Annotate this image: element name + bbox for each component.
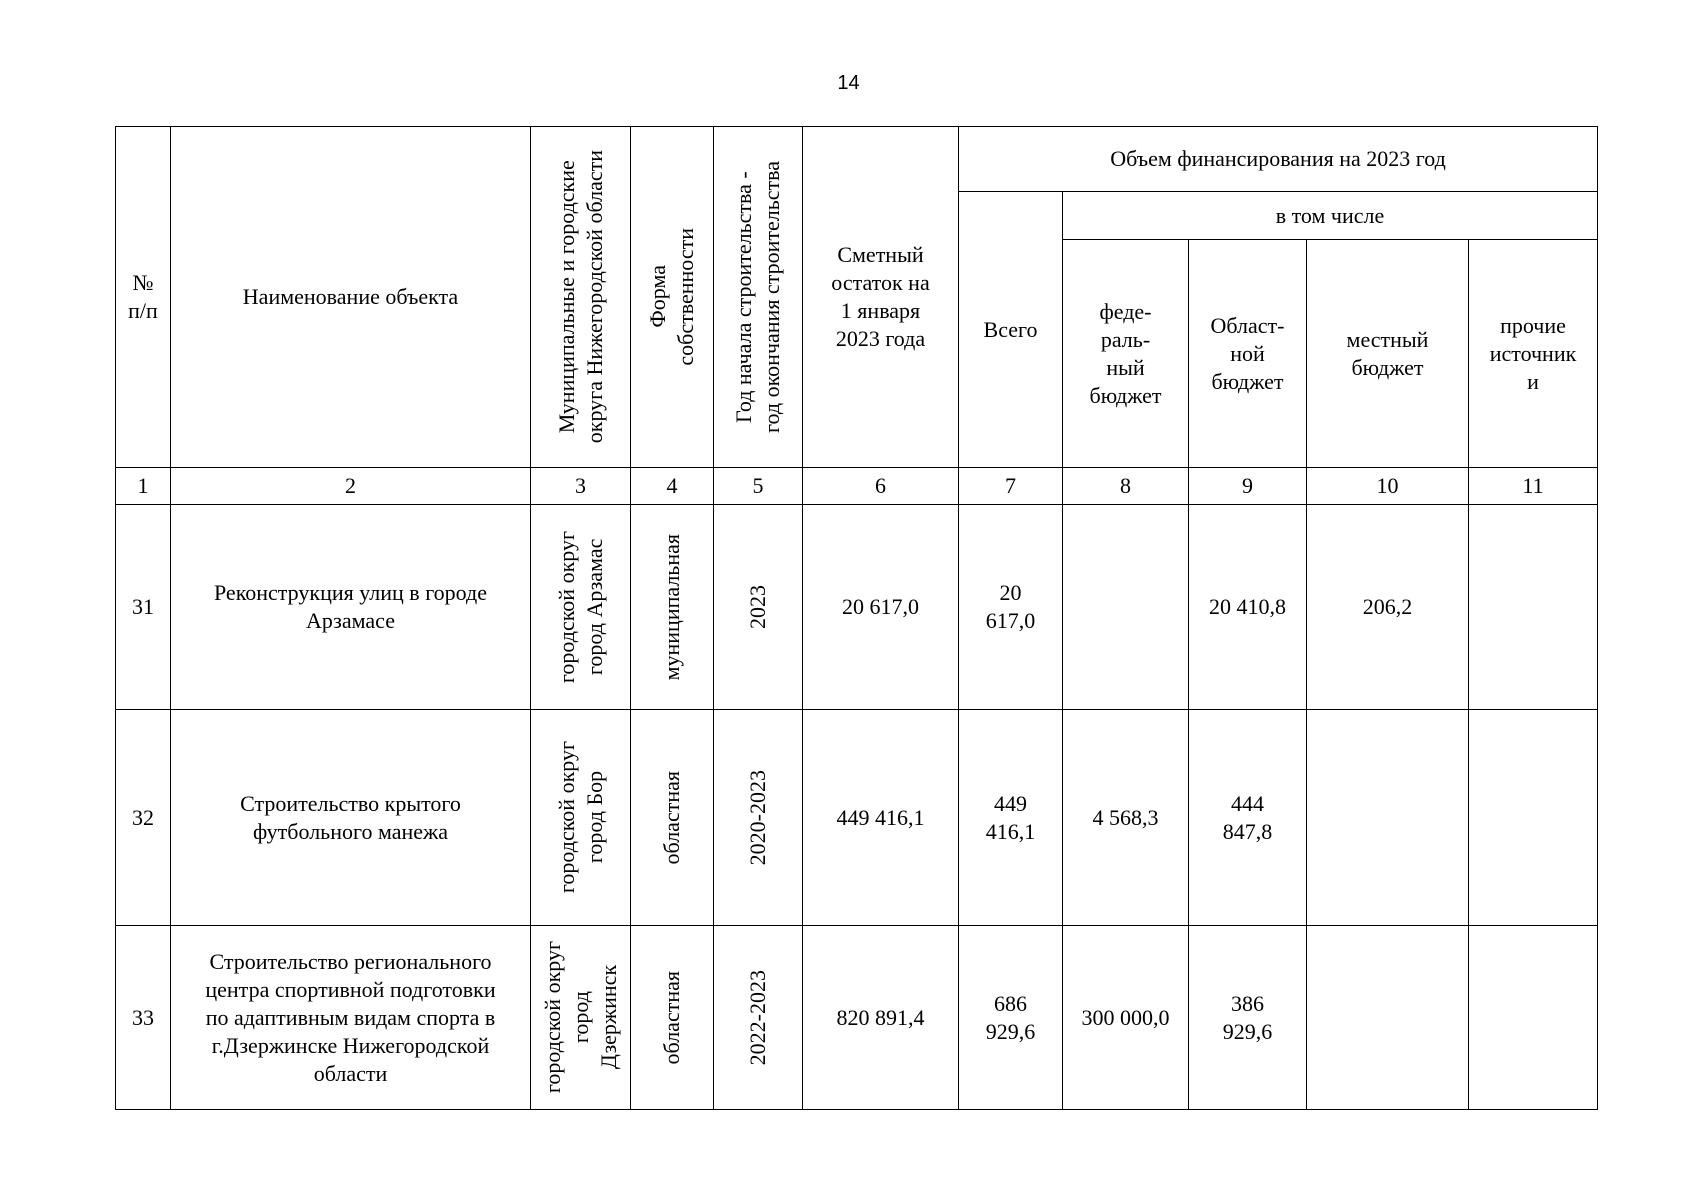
column-numbers-row	[116, 468, 1598, 505]
table-row	[116, 710, 1598, 926]
row-remainder: 20 617,0	[803, 505, 959, 710]
table-row	[116, 505, 1598, 710]
row-other	[1469, 926, 1598, 1110]
row-total: 686 929,6	[959, 926, 1063, 1110]
row-federal: 300 000,0	[1063, 926, 1189, 1110]
investment-objects-table	[115, 126, 1598, 1110]
column-number: 1	[116, 468, 171, 505]
row-municipality: городской округ город Арзамас	[531, 505, 631, 710]
header-remainder: Сметный остаток на 1 января 2023 года	[803, 127, 959, 468]
row-ownership: муниципальная	[631, 505, 714, 710]
row-regional: 444 847,8	[1189, 710, 1307, 926]
row-ownership: областная	[631, 926, 714, 1110]
header-funding-group: Объем финансирования на 2023 год	[959, 127, 1598, 192]
row-years: 2022-2023	[714, 926, 803, 1110]
column-number: 3	[531, 468, 631, 505]
row-federal	[1063, 505, 1189, 710]
row-regional: 386 929,6	[1189, 926, 1307, 1110]
row-no: 31	[116, 505, 171, 710]
column-number: 2	[171, 468, 531, 505]
row-remainder: 820 891,4	[803, 926, 959, 1110]
row-municipality: городской округ город Дзержинск	[531, 926, 631, 1110]
header-total: Всего	[959, 192, 1063, 468]
page-number: 14	[837, 72, 860, 94]
column-number: 11	[1469, 468, 1598, 505]
row-ownership: областная	[631, 710, 714, 926]
row-total: 20 617,0	[959, 505, 1063, 710]
column-number: 8	[1063, 468, 1189, 505]
column-number: 10	[1307, 468, 1469, 505]
header-including-group: в том числе	[1063, 192, 1598, 240]
header-regional: Област- ной бюджет	[1189, 240, 1307, 468]
row-total: 449 416,1	[959, 710, 1063, 926]
row-local	[1307, 710, 1469, 926]
header-ownership: Форма собственности	[631, 127, 714, 468]
header-row-1	[116, 127, 1598, 192]
column-number: 4	[631, 468, 714, 505]
column-number: 5	[714, 468, 803, 505]
header-name: Наименование объекта	[171, 127, 531, 468]
row-object-name: Строительство регионального центра спортивной подготовки по адаптивным видам спорта в г.Дзержинске Нижегородской области	[171, 926, 531, 1110]
row-other	[1469, 505, 1598, 710]
column-number: 7	[959, 468, 1063, 505]
row-regional: 20 410,8	[1189, 505, 1307, 710]
table-row	[116, 926, 1598, 1110]
row-no: 33	[116, 926, 171, 1110]
column-number: 6	[803, 468, 959, 505]
row-no: 32	[116, 710, 171, 926]
row-object-name: Реконструкция улиц в городе Арзамасе	[171, 505, 531, 710]
row-municipality: городской округ город Бор	[531, 710, 631, 926]
column-number: 9	[1189, 468, 1307, 505]
row-years: 2023	[714, 505, 803, 710]
header-local: местный бюджет	[1307, 240, 1469, 468]
header-no: № п/п	[116, 127, 171, 468]
header-municipality: Муниципальные и городские округа Нижегородской области	[531, 127, 631, 468]
row-local	[1307, 926, 1469, 1110]
header-other: прочие источник и	[1469, 240, 1598, 468]
row-other	[1469, 710, 1598, 926]
row-local: 206,2	[1307, 505, 1469, 710]
row-remainder: 449 416,1	[803, 710, 959, 926]
header-years: Год начала строительства - год окончания строительства	[714, 127, 803, 468]
row-object-name: Строительство крытого футбольного манежа	[171, 710, 531, 926]
row-federal: 4 568,3	[1063, 710, 1189, 926]
row-years: 2020-2023	[714, 710, 803, 926]
header-federal: феде- раль- ный бюджет	[1063, 240, 1189, 468]
